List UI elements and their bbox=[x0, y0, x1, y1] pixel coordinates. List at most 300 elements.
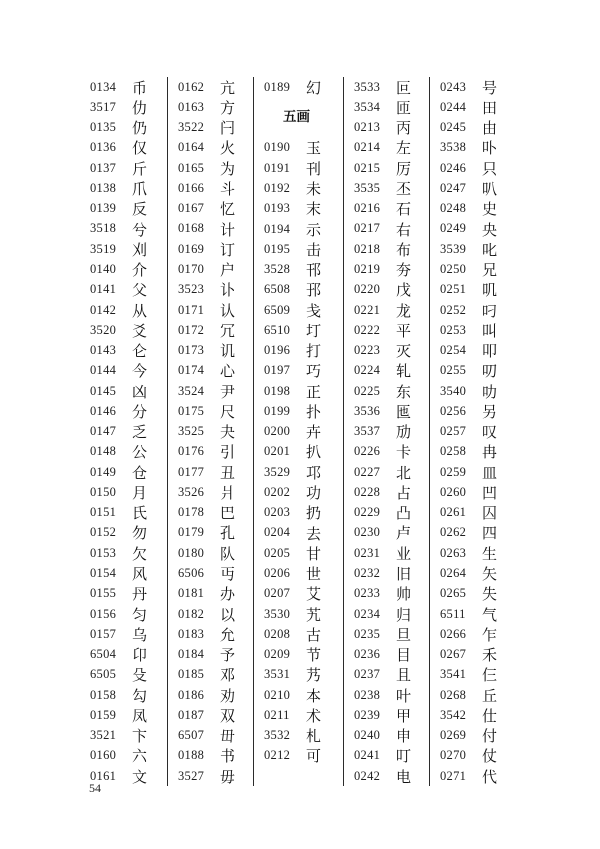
table-row bbox=[354, 381, 429, 401]
table-row bbox=[264, 726, 343, 746]
table-row bbox=[354, 726, 429, 746]
character-cell: 币 bbox=[132, 80, 148, 97]
character-cell: 轧 bbox=[396, 364, 412, 381]
code-cell: 0237 bbox=[354, 667, 381, 682]
code-cell: 0238 bbox=[354, 687, 381, 702]
character-cell: 玉 bbox=[306, 141, 322, 158]
code-cell: 0140 bbox=[90, 262, 117, 277]
character-cell: 艾 bbox=[306, 587, 322, 604]
table-row bbox=[354, 766, 429, 786]
code-cell: 0214 bbox=[354, 140, 381, 155]
character-cell: 讥 bbox=[220, 344, 236, 361]
table-row bbox=[264, 442, 343, 462]
character-cell: 打 bbox=[306, 344, 322, 361]
character-cell: 卢 bbox=[396, 526, 412, 543]
table-row bbox=[440, 118, 516, 138]
table-row bbox=[354, 320, 429, 340]
table-row bbox=[440, 77, 516, 97]
character-cell: 戋 bbox=[306, 303, 322, 320]
code-cell: 0223 bbox=[354, 343, 381, 358]
code-cell: 0218 bbox=[354, 241, 381, 256]
table-row bbox=[264, 705, 343, 725]
code-cell: 0216 bbox=[354, 201, 381, 216]
table-row bbox=[90, 158, 167, 178]
table-row bbox=[90, 300, 167, 320]
character-cell: 扑 bbox=[306, 404, 322, 421]
table-row bbox=[354, 442, 429, 462]
code-cell: 3526 bbox=[178, 484, 205, 499]
code-cell: 0221 bbox=[354, 302, 381, 317]
character-cell: 凤 bbox=[132, 708, 148, 725]
code-cell: 0169 bbox=[178, 241, 205, 256]
code-cell: 0199 bbox=[264, 403, 291, 418]
code-cell: 0192 bbox=[264, 180, 291, 195]
character-cell: 兮 bbox=[132, 222, 148, 239]
table-row bbox=[440, 158, 516, 178]
table-row bbox=[90, 320, 167, 340]
character-cell: 劝 bbox=[220, 688, 236, 705]
table-row bbox=[178, 118, 253, 138]
table-row bbox=[440, 705, 516, 725]
code-cell: 0149 bbox=[90, 464, 117, 479]
table-row bbox=[90, 259, 167, 279]
code-cell: 0207 bbox=[264, 586, 291, 601]
table-row bbox=[178, 239, 253, 259]
character-cell: 巧 bbox=[306, 364, 322, 381]
code-cell: 6508 bbox=[264, 282, 291, 297]
character-cell: 由 bbox=[482, 121, 498, 138]
character-cell: 代 bbox=[482, 769, 498, 786]
character-cell: 计 bbox=[220, 222, 236, 239]
code-cell: 0229 bbox=[354, 505, 381, 520]
table-row bbox=[178, 77, 253, 97]
code-cell: 0206 bbox=[264, 566, 291, 581]
table-row bbox=[178, 340, 253, 360]
table-row bbox=[178, 259, 253, 279]
table-row bbox=[440, 300, 516, 320]
character-cell: 气 bbox=[482, 607, 498, 624]
character-cell: 仑 bbox=[132, 344, 148, 361]
code-cell: 0158 bbox=[90, 687, 117, 702]
code-cell: 0176 bbox=[178, 444, 205, 459]
table-row bbox=[90, 199, 167, 219]
code-cell: 0165 bbox=[178, 160, 205, 175]
table-row bbox=[90, 462, 167, 482]
character-cell: 孔 bbox=[220, 526, 236, 543]
code-cell: 0267 bbox=[440, 647, 467, 662]
table-row bbox=[178, 584, 253, 604]
table-row bbox=[178, 644, 253, 664]
table-row bbox=[178, 563, 253, 583]
table-row bbox=[178, 766, 253, 786]
code-cell: 0156 bbox=[90, 606, 117, 621]
table-row bbox=[264, 138, 343, 158]
code-cell: 0167 bbox=[178, 201, 205, 216]
code-cell: 0262 bbox=[440, 525, 467, 540]
character-cell: 邗 bbox=[306, 263, 322, 280]
table-row bbox=[90, 766, 167, 786]
character-cell: 本 bbox=[306, 688, 322, 705]
code-cell: 0183 bbox=[178, 626, 205, 641]
table-row bbox=[354, 705, 429, 725]
code-cell: 0147 bbox=[90, 424, 117, 439]
code-cell: 0261 bbox=[440, 505, 467, 520]
character-cell: 甲 bbox=[396, 708, 412, 725]
code-cell: 0162 bbox=[178, 79, 205, 94]
table-row bbox=[178, 361, 253, 381]
character-cell: 毌 bbox=[220, 729, 236, 746]
code-cell: 0146 bbox=[90, 403, 117, 418]
code-cell: 0135 bbox=[90, 120, 117, 135]
table-row bbox=[178, 705, 253, 725]
code-cell: 0234 bbox=[354, 606, 381, 621]
code-cell: 0247 bbox=[440, 180, 467, 195]
table-row bbox=[354, 401, 429, 421]
character-cell: 仅 bbox=[132, 141, 148, 158]
code-cell: 0226 bbox=[354, 444, 381, 459]
character-cell: 方 bbox=[220, 100, 236, 117]
table-row bbox=[264, 280, 343, 300]
code-cell: 3533 bbox=[354, 79, 381, 94]
table-row bbox=[264, 644, 343, 664]
character-cell: 凸 bbox=[396, 506, 412, 523]
character-cell: 分 bbox=[132, 404, 148, 421]
character-cell: 冗 bbox=[220, 323, 236, 340]
character-cell: 劢 bbox=[396, 425, 412, 442]
code-cell: 0248 bbox=[440, 201, 467, 216]
character-cell: 功 bbox=[306, 485, 322, 502]
character-cell: 东 bbox=[396, 384, 412, 401]
character-cell: 双 bbox=[220, 708, 236, 725]
character-cell: 刈 bbox=[132, 242, 148, 259]
code-cell: 3529 bbox=[264, 464, 291, 479]
character-cell: 仨 bbox=[482, 668, 498, 685]
code-cell: 3527 bbox=[178, 768, 205, 783]
table-row bbox=[90, 644, 167, 664]
table-row bbox=[354, 178, 429, 198]
table-row bbox=[354, 584, 429, 604]
character-cell: 丕 bbox=[396, 181, 412, 198]
code-cell: 0152 bbox=[90, 525, 117, 540]
character-cell: 矢 bbox=[482, 567, 498, 584]
character-cell: 札 bbox=[306, 729, 322, 746]
table-row bbox=[90, 705, 167, 725]
section-header-five-strokes: 五画 bbox=[283, 109, 310, 125]
table-row bbox=[354, 280, 429, 300]
table-row bbox=[178, 178, 253, 198]
code-cell: 0188 bbox=[178, 748, 205, 763]
table-row bbox=[354, 746, 429, 766]
code-cell: 6509 bbox=[264, 302, 291, 317]
character-cell: 讣 bbox=[220, 283, 236, 300]
table-row bbox=[178, 300, 253, 320]
table-row bbox=[90, 503, 167, 523]
table-row bbox=[440, 199, 516, 219]
character-cell: 闩 bbox=[220, 121, 236, 138]
table-row bbox=[354, 503, 429, 523]
code-cell: 0268 bbox=[440, 687, 467, 702]
table-row bbox=[440, 543, 516, 563]
table-row bbox=[178, 422, 253, 442]
table-row bbox=[440, 503, 516, 523]
character-cell: 去 bbox=[306, 526, 322, 543]
code-cell: 3517 bbox=[90, 99, 117, 114]
table-row bbox=[264, 523, 343, 543]
code-cell: 0157 bbox=[90, 626, 117, 641]
table-row bbox=[90, 280, 167, 300]
character-cell: 今 bbox=[132, 364, 148, 381]
code-cell: 0138 bbox=[90, 180, 117, 195]
code-cell: 3531 bbox=[264, 667, 291, 682]
table-row bbox=[178, 280, 253, 300]
code-cell: 3525 bbox=[178, 424, 205, 439]
table-row bbox=[264, 543, 343, 563]
table-row bbox=[354, 138, 429, 158]
character-cell: 申 bbox=[396, 729, 412, 746]
character-cell: 刊 bbox=[306, 161, 322, 178]
code-cell: 0198 bbox=[264, 383, 291, 398]
character-cell: 叱 bbox=[482, 242, 498, 259]
code-cell: 0168 bbox=[178, 221, 205, 236]
code-cell: 0180 bbox=[178, 545, 205, 560]
character-cell: 失 bbox=[482, 587, 498, 604]
table-row bbox=[354, 259, 429, 279]
table-row bbox=[90, 523, 167, 543]
code-cell: 6507 bbox=[178, 728, 205, 743]
character-cell: 巴 bbox=[220, 506, 236, 523]
table-row bbox=[354, 644, 429, 664]
code-cell: 0246 bbox=[440, 160, 467, 175]
character-cell: 叫 bbox=[482, 323, 498, 340]
code-cell: 0225 bbox=[354, 383, 381, 398]
character-cell: 匜 bbox=[396, 404, 412, 421]
character-cell: 田 bbox=[482, 100, 498, 117]
code-cell: 0241 bbox=[354, 748, 381, 763]
code-cell: 0164 bbox=[178, 140, 205, 155]
table-row bbox=[440, 239, 516, 259]
code-cell: 0189 bbox=[264, 79, 291, 94]
character-cell: 户 bbox=[220, 263, 236, 280]
table-row bbox=[264, 624, 343, 644]
code-cell: 0242 bbox=[354, 768, 381, 783]
character-cell: 尺 bbox=[220, 404, 236, 421]
table-row bbox=[264, 685, 343, 705]
code-cell: 3520 bbox=[90, 322, 117, 337]
table-row bbox=[264, 259, 343, 279]
code-cell: 0151 bbox=[90, 505, 117, 520]
table-row bbox=[354, 219, 429, 239]
code-cell: 0230 bbox=[354, 525, 381, 540]
table-row bbox=[264, 462, 343, 482]
code-cell: 0217 bbox=[354, 221, 381, 236]
character-cell: 亢 bbox=[220, 80, 236, 97]
code-cell: 0245 bbox=[440, 120, 467, 135]
character-cell: 甘 bbox=[306, 546, 322, 563]
character-cell: 仗 bbox=[482, 749, 498, 766]
code-cell: 0255 bbox=[440, 363, 467, 378]
code-cell: 0159 bbox=[90, 707, 117, 722]
code-cell: 0171 bbox=[178, 302, 205, 317]
table-row bbox=[178, 624, 253, 644]
code-cell: 0196 bbox=[264, 343, 291, 358]
table-row bbox=[264, 340, 343, 360]
code-cell: 0166 bbox=[178, 180, 205, 195]
character-cell: 未 bbox=[306, 181, 322, 198]
character-cell: 月 bbox=[132, 485, 148, 502]
code-cell: 6504 bbox=[90, 647, 117, 662]
code-cell: 3535 bbox=[354, 180, 381, 195]
table-row bbox=[354, 340, 429, 360]
table-row bbox=[440, 523, 516, 543]
table-row bbox=[264, 584, 343, 604]
table-row bbox=[264, 381, 343, 401]
character-cell: 丹 bbox=[132, 587, 148, 604]
code-cell: 0160 bbox=[90, 748, 117, 763]
character-cell: 龙 bbox=[396, 303, 412, 320]
code-cell: 3542 bbox=[440, 707, 467, 722]
table-row bbox=[178, 158, 253, 178]
character-cell: 幻 bbox=[306, 80, 322, 97]
code-cell: 0243 bbox=[440, 79, 467, 94]
code-cell: 0236 bbox=[354, 647, 381, 662]
code-cell: 3530 bbox=[264, 606, 291, 621]
table-row bbox=[178, 462, 253, 482]
table-row bbox=[440, 685, 516, 705]
code-cell: 3518 bbox=[90, 221, 117, 236]
table-column-2 bbox=[168, 77, 254, 786]
character-cell: 乏 bbox=[132, 425, 148, 442]
code-cell: 0244 bbox=[440, 99, 467, 114]
character-cell: 予 bbox=[220, 648, 236, 665]
table-row bbox=[178, 219, 253, 239]
character-cell: 右 bbox=[396, 222, 412, 239]
code-cell: 0263 bbox=[440, 545, 467, 560]
table-row bbox=[178, 503, 253, 523]
character-cell: 反 bbox=[132, 202, 148, 219]
code-cell: 6506 bbox=[178, 566, 205, 580]
table-row bbox=[90, 422, 167, 442]
table-row bbox=[440, 340, 516, 360]
code-cell: 0182 bbox=[178, 606, 205, 621]
character-cell: 电 bbox=[396, 769, 412, 786]
table-row bbox=[440, 665, 516, 685]
table-row bbox=[440, 219, 516, 239]
character-cell: 凶 bbox=[132, 384, 148, 401]
code-cell: 0134 bbox=[90, 79, 117, 94]
character-cell: 叽 bbox=[482, 283, 498, 300]
character-cell: 尹 bbox=[220, 384, 236, 401]
character-cell: 占 bbox=[396, 485, 412, 502]
character-cell: 戊 bbox=[396, 283, 412, 300]
character-cell: 兄 bbox=[482, 263, 498, 280]
code-cell: 0254 bbox=[440, 343, 467, 358]
table-row bbox=[440, 422, 516, 442]
code-table bbox=[88, 77, 516, 786]
code-cell: 0191 bbox=[264, 160, 291, 175]
code-cell: 0185 bbox=[178, 667, 205, 682]
character-cell: 文 bbox=[132, 769, 148, 786]
table-row bbox=[354, 685, 429, 705]
table-row bbox=[178, 138, 253, 158]
code-cell: 0266 bbox=[440, 626, 467, 641]
table-row bbox=[354, 543, 429, 563]
character-cell: 冉 bbox=[482, 445, 498, 462]
table-row bbox=[90, 340, 167, 360]
code-cell: 3536 bbox=[354, 403, 381, 418]
character-cell: 仂 bbox=[132, 100, 148, 117]
code-cell: 0258 bbox=[440, 444, 467, 459]
table-row bbox=[178, 726, 253, 746]
table-row bbox=[90, 746, 167, 766]
character-cell: 斤 bbox=[132, 161, 148, 178]
character-cell: 办 bbox=[220, 587, 236, 604]
page-number: 54 bbox=[89, 781, 101, 795]
table-row bbox=[264, 219, 343, 239]
code-cell: 0181 bbox=[178, 586, 205, 601]
code-cell: 0220 bbox=[354, 282, 381, 297]
table-row bbox=[354, 665, 429, 685]
table-row bbox=[264, 503, 343, 523]
table-row bbox=[90, 178, 167, 198]
code-cell: 0208 bbox=[264, 626, 291, 641]
character-cell: 爿 bbox=[220, 485, 236, 502]
table-row bbox=[440, 766, 516, 786]
character-cell: 节 bbox=[306, 648, 322, 665]
character-cell: 扒 bbox=[306, 445, 322, 462]
table-row bbox=[440, 138, 516, 158]
character-cell: 叵 bbox=[396, 80, 412, 97]
character-cell: 石 bbox=[396, 202, 412, 219]
character-cell: 只 bbox=[482, 161, 498, 178]
table-column-4 bbox=[344, 77, 430, 786]
table-row bbox=[354, 300, 429, 320]
character-cell: 乌 bbox=[132, 627, 148, 644]
character-cell: 帅 bbox=[396, 587, 412, 604]
code-cell: 0264 bbox=[440, 566, 467, 580]
code-cell: 0269 bbox=[440, 728, 467, 743]
character-cell: 丑 bbox=[220, 465, 236, 482]
character-cell: 勿 bbox=[132, 526, 148, 543]
code-cell: 0153 bbox=[90, 545, 117, 560]
code-cell: 0231 bbox=[354, 545, 381, 560]
character-cell: 灭 bbox=[396, 344, 412, 361]
table-row bbox=[264, 178, 343, 198]
code-cell: 6510 bbox=[264, 322, 291, 337]
table-row bbox=[264, 239, 343, 259]
character-cell: 仕 bbox=[482, 708, 498, 725]
character-cell: 业 bbox=[396, 546, 412, 563]
character-cell: 引 bbox=[220, 445, 236, 462]
table-row bbox=[90, 624, 167, 644]
character-cell: 正 bbox=[306, 384, 322, 401]
code-cell: 0260 bbox=[440, 484, 467, 499]
table-row bbox=[354, 604, 429, 624]
code-cell: 3532 bbox=[264, 728, 291, 743]
character-cell: 邛 bbox=[306, 465, 322, 482]
code-cell: 0205 bbox=[264, 545, 291, 560]
table-row bbox=[440, 178, 516, 198]
table-row bbox=[440, 462, 516, 482]
table-row bbox=[440, 361, 516, 381]
table-row bbox=[354, 97, 429, 117]
table-row bbox=[90, 584, 167, 604]
character-cell: 叩 bbox=[482, 344, 498, 361]
code-cell: 0250 bbox=[440, 262, 467, 277]
table-row bbox=[90, 482, 167, 502]
table-row bbox=[354, 523, 429, 543]
character-cell: 爪 bbox=[132, 181, 148, 198]
character-cell: 六 bbox=[132, 749, 148, 766]
